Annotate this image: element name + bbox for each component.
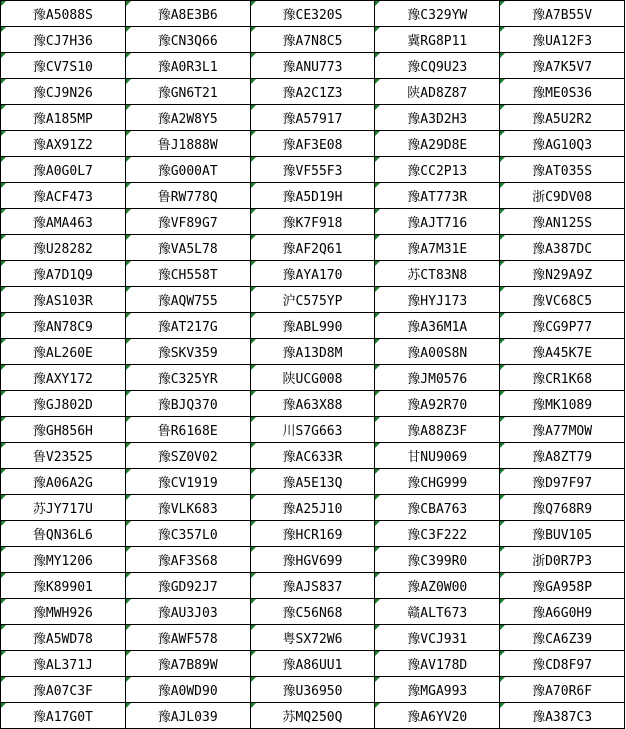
plate-cell[interactable]: 豫AL260E (1, 339, 126, 365)
plate-cell[interactable]: 豫ME0S36 (500, 79, 625, 105)
plate-cell[interactable]: 豫A387C3 (500, 703, 625, 729)
plate-cell[interactable]: 豫A7B89W (125, 651, 250, 677)
table-row (1, 105, 625, 131)
plate-cell[interactable]: 豫A3D2H3 (375, 105, 500, 131)
plate-cell[interactable]: 豫A5D19H (250, 183, 375, 209)
table-row (1, 1, 625, 27)
plate-cell[interactable]: 鲁J1888W (125, 131, 250, 157)
table-row (1, 131, 625, 157)
plate-cell[interactable]: 豫CH558T (125, 261, 250, 287)
plate-cell[interactable]: 豫A13D8M (250, 339, 375, 365)
plate-cell[interactable]: 豫AMA463 (1, 209, 126, 235)
plate-cell[interactable]: 豫A7B55V (500, 1, 625, 27)
plate-cell[interactable]: 豫CR1K68 (500, 365, 625, 391)
plate-cell[interactable]: 豫K89901 (1, 573, 126, 599)
plate-cell[interactable]: 豫A70R6F (500, 677, 625, 703)
plate-cell[interactable]: 豫Q768R9 (500, 495, 625, 521)
table-row (1, 599, 625, 625)
plate-cell[interactable]: 豫A00S8N (375, 339, 500, 365)
plate-cell[interactable]: 豫CC2P13 (375, 157, 500, 183)
plate-cell[interactable]: 豫ABL990 (250, 313, 375, 339)
plate-cell[interactable]: 豫CA6Z39 (500, 625, 625, 651)
plate-cell[interactable]: 豫VA5L78 (125, 235, 250, 261)
plate-cell[interactable]: 苏JY717U (1, 495, 126, 521)
plate-cell[interactable]: 豫A45K7E (500, 339, 625, 365)
plate-cell[interactable]: 豫A7M31E (375, 235, 500, 261)
plate-cell[interactable]: 豫HGV699 (250, 547, 375, 573)
plate-cell[interactable]: 豫MK1089 (500, 391, 625, 417)
plate-cell[interactable]: 沪C575YP (250, 287, 375, 313)
plate-cell[interactable]: 豫MY1206 (1, 547, 126, 573)
plate-cell[interactable]: 豫JM0576 (375, 365, 500, 391)
table-row (1, 625, 625, 651)
plate-cell[interactable]: 豫CN3Q66 (125, 27, 250, 53)
plate-cell[interactable]: 豫A8E3B6 (125, 1, 250, 27)
plate-cell[interactable]: 豫VF89G7 (125, 209, 250, 235)
plate-cell[interactable]: 豫A5WD78 (1, 625, 126, 651)
plate-cell[interactable]: 豫A5E13Q (250, 469, 375, 495)
table-row (1, 313, 625, 339)
table-row (1, 235, 625, 261)
plate-cell[interactable]: 豫AC633R (250, 443, 375, 469)
plate-cell[interactable]: 豫A5U2R2 (500, 105, 625, 131)
plate-cell[interactable]: 苏MQ250Q (250, 703, 375, 729)
plate-cell[interactable]: 豫A0WD90 (125, 677, 250, 703)
plate-cell[interactable]: 豫AF2Q61 (250, 235, 375, 261)
plate-cell[interactable]: 豫AT773R (375, 183, 500, 209)
plate-cell[interactable]: 豫C357L0 (125, 521, 250, 547)
plate-cell[interactable]: 豫A57917 (250, 105, 375, 131)
table-row (1, 417, 625, 443)
table-row (1, 79, 625, 105)
plate-cell[interactable]: 豫A2W8Y5 (125, 105, 250, 131)
plate-cell[interactable]: 豫CJ7H36 (1, 27, 126, 53)
table-row (1, 209, 625, 235)
plate-cell[interactable]: 鲁V23525 (1, 443, 126, 469)
table-row (1, 339, 625, 365)
plate-cell[interactable]: 豫A0R3L1 (125, 53, 250, 79)
plate-cell[interactable]: 豫BJQ370 (125, 391, 250, 417)
plate-cell[interactable]: 豫CHG999 (375, 469, 500, 495)
plate-cell[interactable]: 豫AXY172 (1, 365, 126, 391)
plate-cell[interactable]: 豫HYJ173 (375, 287, 500, 313)
plate-cell[interactable]: 豫U28282 (1, 235, 126, 261)
plate-cell[interactable]: 豫AT035S (500, 157, 625, 183)
plate-cell[interactable]: 豫GN6T21 (125, 79, 250, 105)
plate-cell[interactable]: 豫A88Z3F (375, 417, 500, 443)
plate-cell[interactable]: 豫AS103R (1, 287, 126, 313)
plate-cell[interactable]: 豫VF55F3 (250, 157, 375, 183)
plate-cell[interactable]: 豫AL371J (1, 651, 126, 677)
plate-cell[interactable]: 豫A2C1Z3 (250, 79, 375, 105)
plate-cell[interactable]: 冀RG8P11 (375, 27, 500, 53)
plate-cell[interactable]: 苏CT83N8 (375, 261, 500, 287)
plate-cell[interactable]: 甘NU9069 (375, 443, 500, 469)
plate-cell[interactable]: 豫A387DC (500, 235, 625, 261)
table-row (1, 157, 625, 183)
plate-table-body (1, 1, 625, 729)
plate-cell[interactable]: 豫AN125S (500, 209, 625, 235)
plate-cell[interactable]: 豫AT217G (125, 313, 250, 339)
plate-cell[interactable]: 陕AD8Z87 (375, 79, 500, 105)
plate-cell[interactable]: 豫D97F97 (500, 469, 625, 495)
table-row (1, 53, 625, 79)
plate-cell[interactable]: 豫G000AT (125, 157, 250, 183)
plate-cell[interactable]: 豫A77MOW (500, 417, 625, 443)
plate-cell[interactable]: 豫C399R0 (375, 547, 500, 573)
plate-cell[interactable]: 豫K7F918 (250, 209, 375, 235)
plate-cell[interactable]: 豫ACF473 (1, 183, 126, 209)
plate-cell[interactable]: 豫AQW755 (125, 287, 250, 313)
plate-cell[interactable]: 豫C56N68 (250, 599, 375, 625)
table-row (1, 183, 625, 209)
plate-cell[interactable]: 豫CG9P77 (500, 313, 625, 339)
plate-cell[interactable]: 豫A7K5V7 (500, 53, 625, 79)
plate-cell[interactable]: 豫C325YR (125, 365, 250, 391)
table-row (1, 495, 625, 521)
table-row (1, 261, 625, 287)
plate-cell[interactable]: 豫SKV359 (125, 339, 250, 365)
plate-cell[interactable]: 豫MWH926 (1, 599, 126, 625)
table-row (1, 287, 625, 313)
table-row (1, 547, 625, 573)
table-row (1, 573, 625, 599)
plate-cell[interactable]: 赣ALT673 (375, 599, 500, 625)
plate-cell[interactable]: 豫AZ0W00 (375, 573, 500, 599)
plate-cell[interactable]: 豫CD8F97 (500, 651, 625, 677)
plate-cell[interactable]: 豫AV178D (375, 651, 500, 677)
table-row (1, 469, 625, 495)
plate-cell[interactable]: 豫C3F222 (375, 521, 500, 547)
plate-cell[interactable]: 豫AJS837 (250, 573, 375, 599)
plate-cell[interactable]: 豫A29D8E (375, 131, 500, 157)
table-row (1, 677, 625, 703)
plate-cell[interactable]: 豫U36950 (250, 677, 375, 703)
table-row (1, 391, 625, 417)
plate-cell[interactable]: 豫N29A9Z (500, 261, 625, 287)
plate-cell[interactable]: 豫CE320S (250, 1, 375, 27)
plate-cell[interactable]: 豫A63X88 (250, 391, 375, 417)
plate-cell[interactable]: 鲁QN36L6 (1, 521, 126, 547)
plate-cell[interactable]: 浙D0R7P3 (500, 547, 625, 573)
plate-cell[interactable]: 豫CJ9N26 (1, 79, 126, 105)
plate-cell[interactable]: 豫A25J10 (250, 495, 375, 521)
plate-cell[interactable]: 豫AG10Q3 (500, 131, 625, 157)
table-row (1, 443, 625, 469)
plate-cell[interactable]: 豫VC68C5 (500, 287, 625, 313)
plate-cell[interactable]: 豫AWF578 (125, 625, 250, 651)
plate-cell[interactable]: 豫HCR169 (250, 521, 375, 547)
plate-cell[interactable]: 豫MGA993 (375, 677, 500, 703)
plate-cell[interactable]: 豫GD92J7 (125, 573, 250, 599)
plate-cell[interactable]: 豫VLK683 (125, 495, 250, 521)
plate-cell[interactable]: 豫A17G0T (1, 703, 126, 729)
table-row (1, 703, 625, 729)
plate-cell[interactable]: 豫A86UU1 (250, 651, 375, 677)
plate-cell[interactable]: 豫A06A2G (1, 469, 126, 495)
plate-cell[interactable]: 豫GH856H (1, 417, 126, 443)
plate-cell[interactable]: 粤SX72W6 (250, 625, 375, 651)
plate-cell[interactable]: 豫AYA170 (250, 261, 375, 287)
plate-cell[interactable]: 豫A185MP (1, 105, 126, 131)
plate-cell[interactable]: 豫CV1919 (125, 469, 250, 495)
plate-cell[interactable]: 豫A5088S (1, 1, 126, 27)
plate-cell[interactable]: 豫SZ0V02 (125, 443, 250, 469)
plate-cell[interactable]: 豫A7D1Q9 (1, 261, 126, 287)
plate-cell[interactable]: 豫A92R70 (375, 391, 500, 417)
plate-cell[interactable]: 豫AX91Z2 (1, 131, 126, 157)
plate-cell[interactable]: 川S7G663 (250, 417, 375, 443)
plate-cell[interactable]: 豫AF3E08 (250, 131, 375, 157)
plate-cell[interactable]: 豫A6YV20 (375, 703, 500, 729)
plate-cell[interactable]: 豫CV7S10 (1, 53, 126, 79)
plate-cell[interactable]: 豫GA958P (500, 573, 625, 599)
plate-cell[interactable]: 浙C9DV08 (500, 183, 625, 209)
plate-cell[interactable]: 陕UCG008 (250, 365, 375, 391)
table-row (1, 365, 625, 391)
plate-cell[interactable]: 豫AJT716 (375, 209, 500, 235)
plate-cell[interactable]: 豫A36M1A (375, 313, 500, 339)
plate-cell[interactable]: 豫AF3S68 (125, 547, 250, 573)
plate-cell[interactable]: 豫GJ802D (1, 391, 126, 417)
plate-cell[interactable]: 豫AJL039 (125, 703, 250, 729)
plate-cell[interactable]: 鲁R6168E (125, 417, 250, 443)
plate-cell[interactable]: 豫VCJ931 (375, 625, 500, 651)
plate-cell[interactable]: 鲁RW778Q (125, 183, 250, 209)
plate-cell[interactable]: 豫AU3J03 (125, 599, 250, 625)
plate-cell[interactable]: 豫A0G0L7 (1, 157, 126, 183)
table-row (1, 521, 625, 547)
plate-cell[interactable]: 豫A07C3F (1, 677, 126, 703)
plate-cell[interactable]: 豫UA12F3 (500, 27, 625, 53)
plate-cell[interactable]: 豫C329YW (375, 1, 500, 27)
table-row (1, 651, 625, 677)
plate-cell[interactable]: 豫A8ZT79 (500, 443, 625, 469)
plate-cell[interactable]: 豫CBA763 (375, 495, 500, 521)
plate-cell[interactable]: 豫AN78C9 (1, 313, 126, 339)
plate-cell[interactable]: 豫CQ9U23 (375, 53, 500, 79)
plate-cell[interactable]: 豫A6G0H9 (500, 599, 625, 625)
plate-cell[interactable]: 豫A7N8C5 (250, 27, 375, 53)
plate-cell[interactable]: 豫ANU773 (250, 53, 375, 79)
plate-cell[interactable]: 豫BUV105 (500, 521, 625, 547)
table-row (1, 27, 625, 53)
